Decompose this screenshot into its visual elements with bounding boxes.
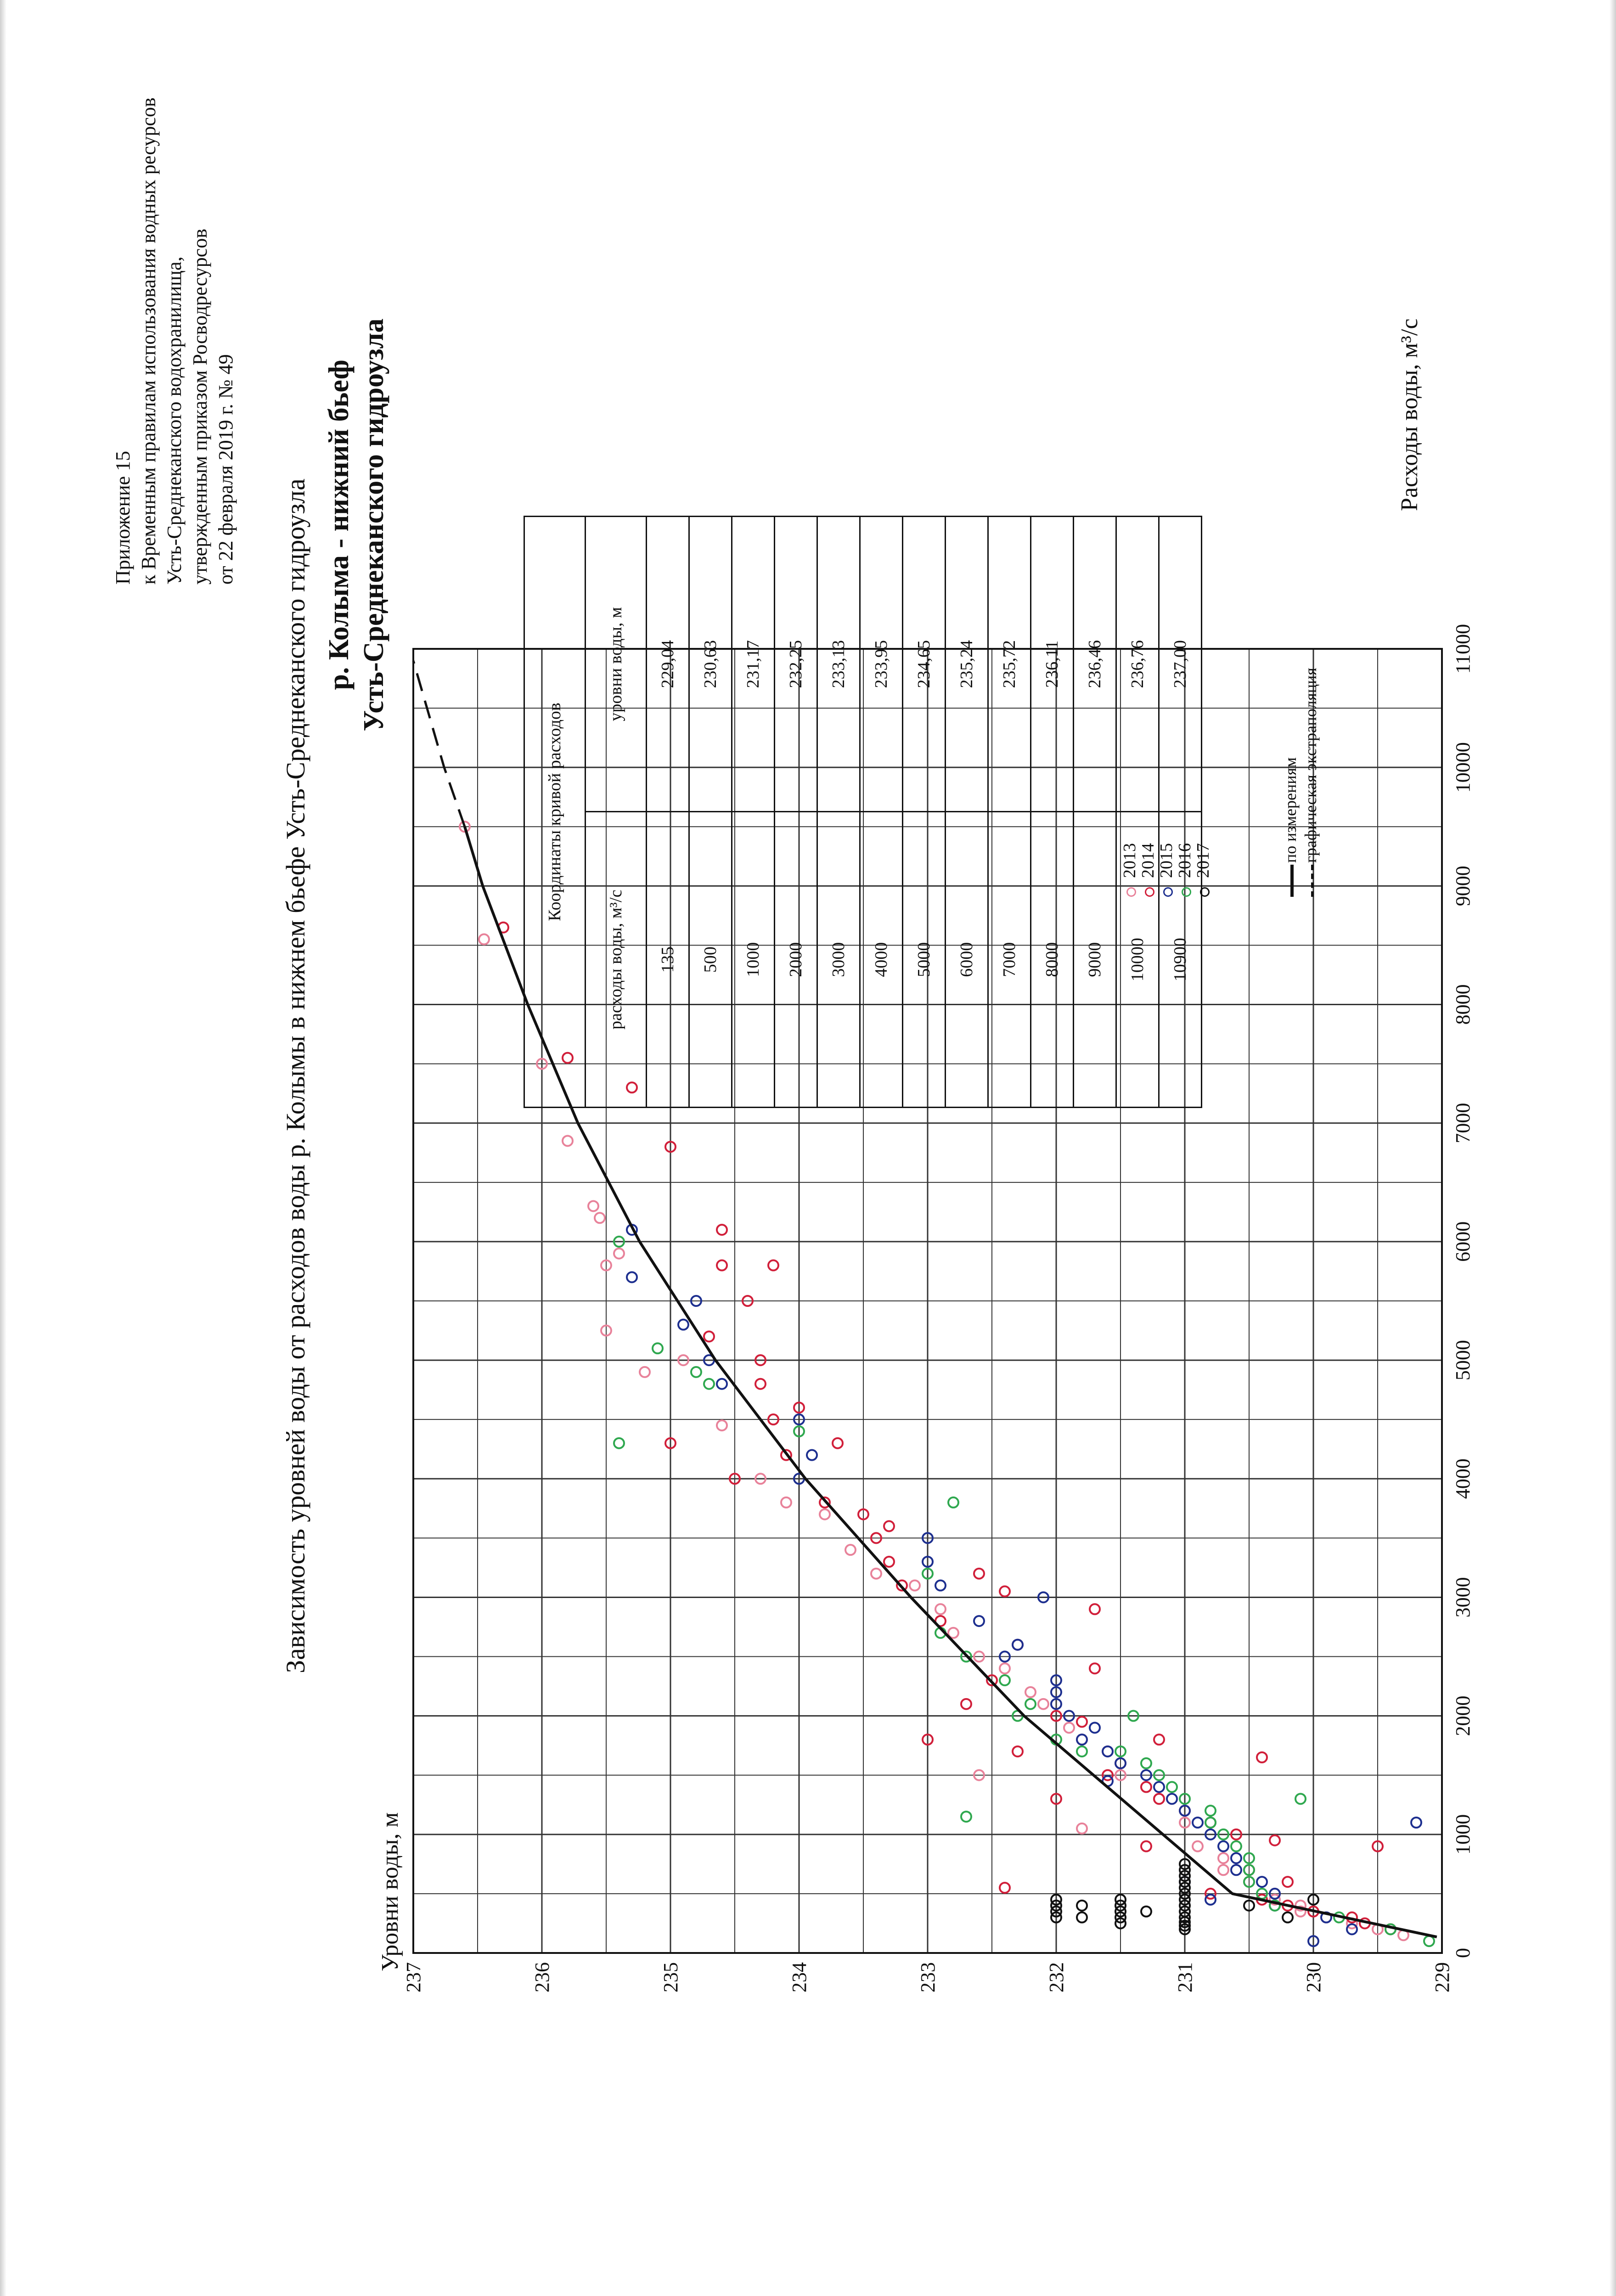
circle-marker-icon	[1126, 887, 1136, 897]
table-cell-level: 232,25	[775, 517, 817, 812]
data-point-2017	[1077, 1913, 1087, 1923]
circle-marker-icon	[1145, 887, 1154, 897]
table-cell-level: 233,95	[860, 517, 903, 812]
legend-item-2016	[1176, 843, 1194, 897]
data-point-2015	[627, 1272, 637, 1282]
data-point-2015	[1257, 1877, 1267, 1887]
data-point-2015	[1231, 1865, 1241, 1875]
table-cell-level: 235,24	[946, 517, 988, 812]
rating-curve-extrapolated	[413, 661, 465, 827]
data-point-2014	[755, 1379, 766, 1389]
table-row	[988, 517, 1031, 1108]
table-cell-flow: 1000	[732, 812, 775, 1108]
y-tick-label: 236	[531, 1962, 553, 1992]
table-cell-level: 236,46	[1074, 517, 1116, 812]
header-line: Усть-Среднеканского водохранилища,	[163, 256, 186, 585]
data-point-2015	[1231, 1853, 1241, 1863]
data-point-2017	[1283, 1913, 1293, 1923]
legend-item-2017	[1194, 843, 1212, 897]
data-point-2013	[595, 1213, 605, 1223]
legend-label: 2017	[1194, 843, 1213, 878]
x-tick-label: 7000	[1452, 1103, 1474, 1143]
legend-label: 2016	[1175, 843, 1194, 878]
data-point-2014	[704, 1331, 714, 1341]
data-point-2016	[704, 1379, 714, 1389]
legend-item-2014	[1139, 843, 1157, 897]
data-point-2015	[935, 1581, 946, 1591]
data-point-2014	[1141, 1841, 1151, 1851]
table-cell-flow: 9000	[1074, 812, 1116, 1108]
legend-item-2013	[1121, 843, 1139, 897]
data-point-2016	[1295, 1794, 1306, 1804]
data-point-2013	[781, 1497, 791, 1508]
data-point-2015	[1193, 1818, 1203, 1828]
year-legend	[1121, 843, 1212, 897]
table-cell-level: 235,72	[988, 517, 1031, 812]
chart-title: Зависимость уровней воды от расходов воды р. Колымы в нижнем бьефе Усть-Среднеканского гидроузла	[281, 478, 310, 1673]
legend-label: графическая экстраполяция	[1301, 668, 1320, 863]
table-header-level: уровни воды, м	[586, 517, 647, 812]
data-point-2015	[1411, 1818, 1421, 1828]
data-point-2013	[1218, 1853, 1228, 1863]
data-point-2016	[1167, 1782, 1177, 1792]
data-point-2013	[820, 1509, 830, 1519]
data-point-2014	[1000, 1587, 1010, 1597]
table-cell-flow: 10000	[1116, 812, 1159, 1108]
data-point-2015	[678, 1320, 688, 1330]
table-cell-flow: 8000	[1031, 812, 1074, 1108]
data-point-2016	[1025, 1699, 1036, 1709]
data-point-2014	[1270, 1835, 1280, 1846]
legend-label: 2013	[1120, 843, 1139, 878]
x-tick-label: 5000	[1452, 1340, 1474, 1381]
data-point-2014	[1154, 1794, 1164, 1804]
data-point-2016	[948, 1497, 958, 1508]
data-point-2013	[1025, 1687, 1036, 1697]
legend-label: 2014	[1138, 843, 1158, 878]
data-point-2014	[1077, 1717, 1087, 1727]
legend-label: по измерениям	[1281, 757, 1300, 863]
table-cell-level: 236,76	[1116, 517, 1159, 812]
y-tick-label: 237	[402, 1962, 425, 1992]
table-row	[732, 517, 775, 1108]
header-line: Приложение 15	[112, 450, 134, 585]
data-point-2013	[910, 1581, 920, 1591]
data-point-2013	[935, 1604, 946, 1614]
table-cell-flow: 5000	[903, 812, 946, 1108]
table-header-row	[586, 517, 647, 1108]
data-point-2014	[717, 1225, 727, 1235]
data-point-2015	[1167, 1794, 1177, 1804]
data-point-2016	[1000, 1675, 1010, 1685]
data-point-2013	[588, 1201, 598, 1211]
data-point-2016	[1205, 1818, 1216, 1828]
legend-item-extrapolation	[1301, 668, 1322, 897]
table-cell-level: 233,13	[817, 517, 860, 812]
header-line: утвержденным приказом Росводресурсов	[189, 228, 211, 585]
river-title-line: р. Колыма - нижний бьеф	[323, 360, 355, 690]
data-point-2016	[653, 1343, 663, 1353]
data-point-2016	[691, 1367, 701, 1377]
data-point-2014	[1090, 1604, 1100, 1614]
data-point-2017	[1141, 1907, 1151, 1917]
table-row	[775, 517, 817, 1108]
table-row	[817, 517, 860, 1108]
solid-line-icon	[1290, 865, 1294, 897]
data-point-2013	[1038, 1699, 1048, 1709]
table-header-flow: расходы воды, м³/с	[586, 812, 647, 1108]
circle-marker-icon	[1200, 887, 1210, 897]
river-title-line: Усть-Среднеканского гидроузла	[358, 318, 389, 732]
x-tick-label: 3000	[1452, 1577, 1474, 1618]
coordinates-table	[524, 516, 1202, 1108]
data-point-2016	[1141, 1758, 1151, 1768]
data-point-2013	[871, 1569, 881, 1579]
data-point-2013	[717, 1420, 727, 1430]
table-title: Координаты кривой расходов	[524, 517, 586, 1108]
data-point-2014	[1141, 1782, 1151, 1792]
table-cell-level: 229,04	[647, 517, 689, 812]
legend-item-2015	[1157, 843, 1176, 897]
header-line: от 22 февраля 2019 г. № 49	[214, 354, 237, 585]
table-row	[647, 517, 689, 1108]
data-point-2015	[1103, 1746, 1113, 1756]
data-point-2015	[717, 1379, 727, 1389]
table-row	[1074, 517, 1116, 1108]
data-point-2014	[833, 1438, 843, 1448]
data-point-2015	[974, 1616, 984, 1626]
data-point-2013	[1193, 1841, 1203, 1851]
x-tick-label: 4000	[1452, 1458, 1474, 1499]
x-tick-label: 9000	[1452, 866, 1474, 906]
x-tick-label: 6000	[1452, 1221, 1474, 1262]
data-point-2014	[1283, 1877, 1293, 1887]
y-tick-label: 229	[1431, 1962, 1453, 1992]
table-cell-flow: 2000	[775, 812, 817, 1108]
y-tick-label: 234	[788, 1962, 811, 1992]
data-point-2015	[1013, 1640, 1023, 1650]
x-tick-label: 2000	[1452, 1695, 1474, 1736]
table-cell-level: 237,00	[1159, 517, 1202, 812]
x-tick-label: 0	[1452, 1948, 1474, 1958]
x-axis-label: Расходы воды, м³/с	[1396, 318, 1423, 511]
table-cell-flow: 3000	[817, 812, 860, 1108]
y-tick-label: 232	[1045, 1962, 1068, 1992]
data-point-2015	[1090, 1722, 1100, 1733]
legend-label: 2015	[1157, 843, 1176, 878]
circle-marker-icon	[1182, 887, 1191, 897]
table-cell-flow: 4000	[860, 812, 903, 1108]
table-cell-level: 231,17	[732, 517, 775, 812]
data-point-2013	[845, 1545, 856, 1555]
table-row	[903, 517, 946, 1108]
table-row	[1116, 517, 1159, 1108]
x-tick-label: 11000	[1452, 624, 1474, 674]
x-tick-label: 10000	[1452, 742, 1474, 793]
data-point-2013	[1077, 1823, 1087, 1834]
data-point-2014	[1090, 1663, 1100, 1673]
data-point-2014	[1154, 1734, 1164, 1745]
data-point-2016	[1231, 1841, 1241, 1851]
data-point-2016	[614, 1438, 624, 1448]
table-cell-flow: 10900	[1159, 812, 1202, 1108]
data-point-2014	[1000, 1883, 1010, 1893]
y-tick-label: 231	[1174, 1962, 1196, 1992]
data-point-2016	[961, 1812, 971, 1822]
data-point-2017	[1077, 1901, 1087, 1911]
y-tick-label: 230	[1302, 1962, 1325, 1992]
data-point-2014	[1257, 1752, 1267, 1762]
data-point-2014	[717, 1261, 727, 1271]
dashed-line-icon	[1311, 865, 1314, 897]
y-axis-label: Уровни воды, м	[377, 1812, 403, 1971]
data-point-2015	[807, 1450, 817, 1460]
data-point-2016	[1077, 1746, 1087, 1756]
data-point-2014	[884, 1521, 894, 1531]
data-point-2013	[614, 1249, 624, 1259]
legend-item-measured	[1281, 668, 1301, 897]
data-point-2013	[1218, 1865, 1228, 1875]
line-legend	[1281, 668, 1322, 897]
data-point-2015	[1154, 1782, 1164, 1792]
data-point-2014	[884, 1557, 894, 1567]
table-cell-flow: 6000	[946, 812, 988, 1108]
data-point-2013	[1064, 1722, 1074, 1733]
table-row	[860, 517, 903, 1108]
table-cell-flow: 135	[647, 812, 689, 1108]
data-point-2014	[974, 1569, 984, 1579]
table-cell-level: 236,11	[1031, 517, 1074, 812]
data-point-2013	[640, 1367, 650, 1377]
table-cell-level: 234,65	[903, 517, 946, 812]
y-tick-label: 233	[917, 1962, 939, 1992]
table-title-row	[524, 517, 586, 1108]
data-point-2013	[563, 1136, 573, 1146]
table-cell-flow: 500	[689, 812, 732, 1108]
data-point-2016	[1205, 1806, 1216, 1816]
data-point-2016	[1424, 1936, 1434, 1946]
data-point-2015	[1218, 1841, 1228, 1851]
table-cell-level: 230,63	[689, 517, 732, 812]
data-point-2014	[961, 1699, 971, 1709]
data-point-2013	[1000, 1663, 1010, 1673]
data-point-2014	[768, 1261, 778, 1271]
x-tick-label: 1000	[1452, 1814, 1474, 1855]
header-line: к Временным правилам использования водных ресурсов	[137, 97, 160, 585]
x-tick-label: 8000	[1452, 984, 1474, 1025]
table-row	[1031, 517, 1074, 1108]
table-row	[946, 517, 988, 1108]
data-point-2014	[1013, 1746, 1023, 1756]
data-point-2015	[1077, 1734, 1087, 1745]
data-point-2013	[479, 934, 489, 945]
table-cell-flow: 7000	[988, 812, 1031, 1108]
table-row	[689, 517, 732, 1108]
circle-marker-icon	[1163, 887, 1173, 897]
table-row	[1159, 517, 1202, 1108]
y-tick-label: 235	[659, 1962, 682, 1992]
